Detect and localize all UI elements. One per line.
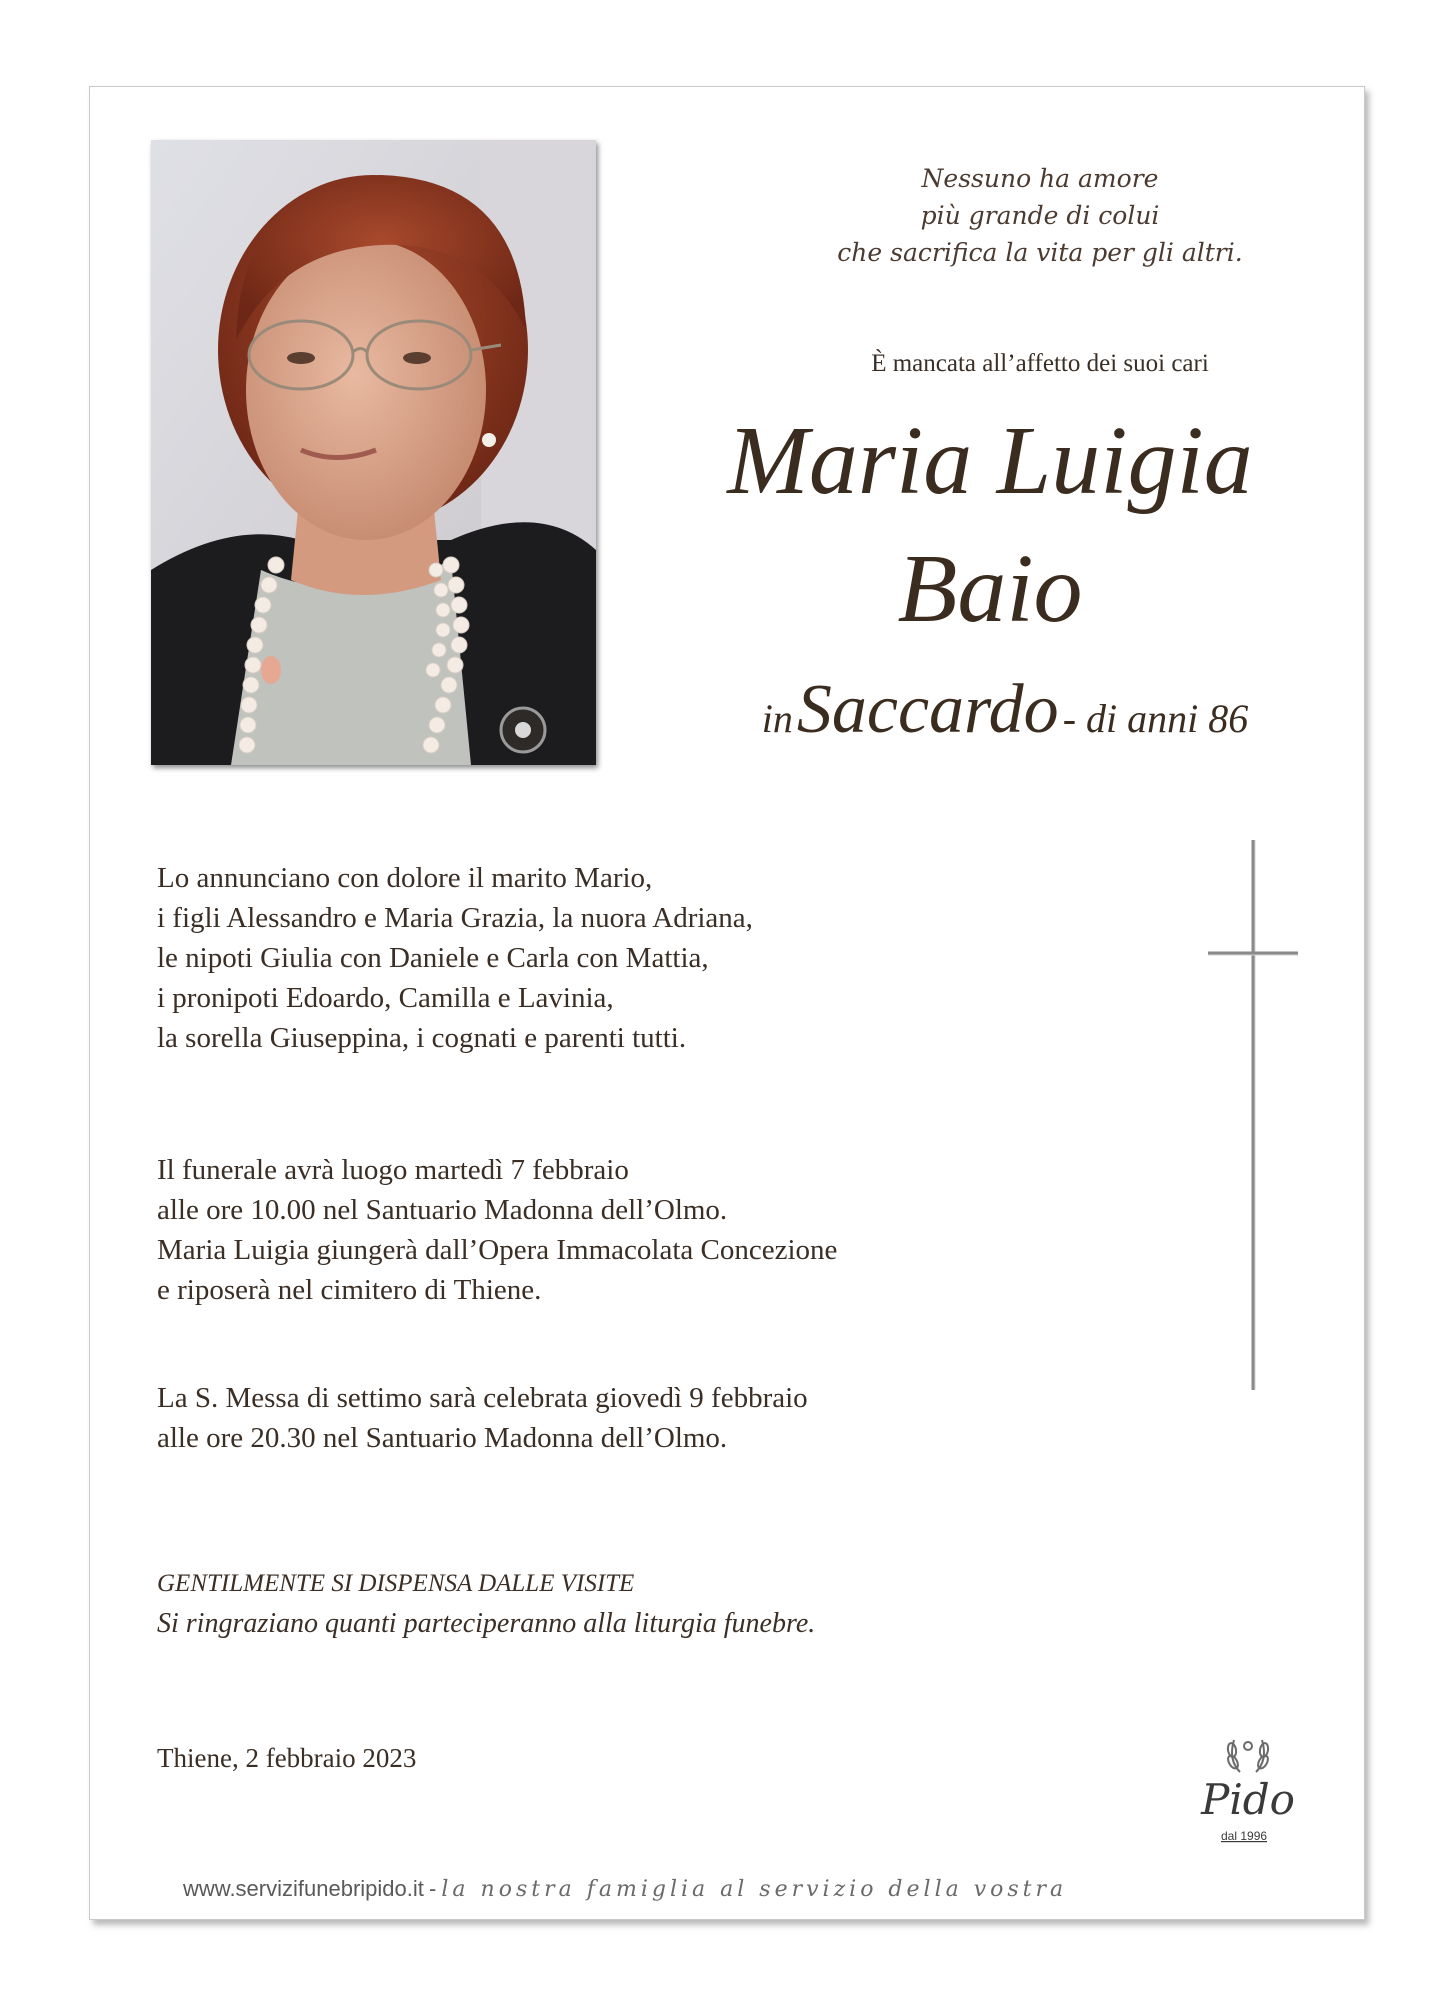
footer (183, 1876, 1067, 1902)
married-prefix: in (761, 696, 793, 741)
deceased-first-name: Maria Luigia (727, 407, 1253, 515)
mass-line: La S. Messa di settimo sarà celebrata giovedì 9 febbraio (157, 1382, 808, 1414)
place-date: Thiene, 2 febbraio 2023 (157, 1743, 417, 1773)
announcement-line: i pronipoti Edoardo, Camilla e Lavinia, (157, 982, 614, 1014)
notice-paragraph (157, 1564, 815, 1644)
website-link[interactable]: www.servizifunebripido.it (183, 1876, 424, 1901)
funeral-line: Il funerale avrà luogo martedì 7 febbraio (157, 1154, 629, 1186)
funeral-paragraph (157, 1150, 837, 1310)
married-name-line (640, 670, 1370, 750)
quote-line: più grande di colui (920, 201, 1160, 230)
mass-paragraph (157, 1378, 808, 1458)
quote-line: Nessuno ha amore (921, 164, 1159, 193)
announcement-line: Lo annunciano con dolore il marito Mario, (157, 862, 653, 894)
thanks-notice: Si ringraziano quanti parteciperanno alla liturgia funebre. (157, 1608, 816, 1639)
laurel-wreath-icon (1226, 1740, 1270, 1772)
intro-text: È mancata all’affetto dei suoi cari (871, 350, 1209, 377)
funeral-line: alle ore 10.00 nel Santuario Madonna dell’Olmo. (157, 1194, 728, 1226)
funeral-line: e riposerà nel cimitero di Thiene. (157, 1274, 542, 1306)
logo-since: dal 1996 (1221, 1829, 1268, 1843)
announcement-line: le nipoti Giulia con Daniele e Carla con Mattia, (157, 942, 709, 974)
logo-name: Pido (1201, 1775, 1295, 1824)
deceased-last-name: Baio (897, 535, 1083, 643)
announcement-line: i figli Alessandro e Maria Grazia, la nuora Adriana, (157, 902, 753, 934)
married-name: Saccardo (796, 671, 1059, 748)
pido-logo (1188, 1732, 1308, 1848)
no-visits-notice: GENTILMENTE SI DISPENSA DALLE VISITE (157, 1570, 635, 1597)
age-text: - di anni 86 (1062, 696, 1249, 741)
quote-line: che sacrifica la vita per gli altri. (837, 238, 1243, 267)
cross-icon (1208, 840, 1298, 1390)
funeral-line: Maria Luigia giungerà dall’Opera Immacolata Concezione (157, 1234, 838, 1266)
footer-motto: la nostra famiglia al servizio della vostra (441, 1877, 1068, 1902)
announcement-paragraph (157, 858, 753, 1058)
opening-quote (720, 160, 1360, 271)
portrait-photo (151, 140, 596, 765)
footer-separator: - (428, 1876, 437, 1901)
mass-line: alle ore 20.30 nel Santuario Madonna dell’Olmo. (157, 1422, 728, 1454)
announcement-line: la sorella Giuseppina, i cognati e parenti tutti. (157, 1022, 687, 1054)
